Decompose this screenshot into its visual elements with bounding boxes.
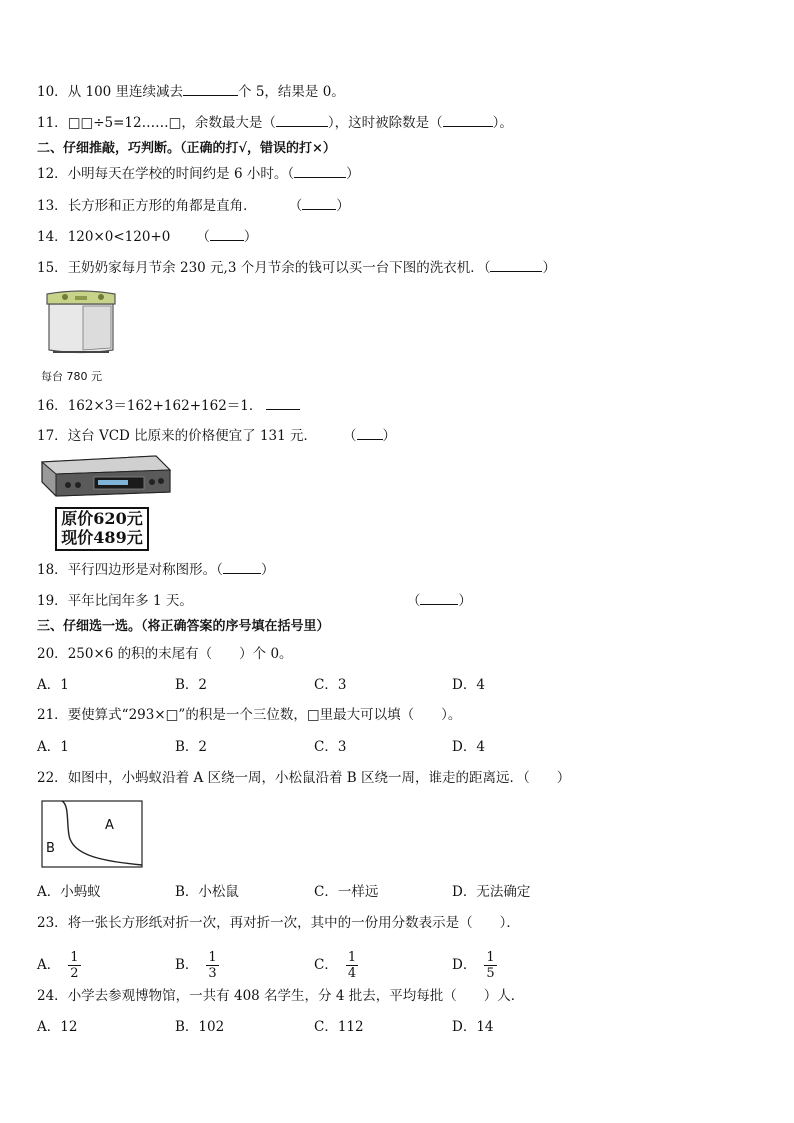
option-a[interactable]: A．1: [37, 677, 69, 693]
option-d[interactable]: D．14: [452, 1019, 494, 1035]
answer-blank[interactable]: [490, 259, 542, 272]
section-heading: 二、仔细推敲，巧判断。（正确的打√，错误的打×）: [37, 141, 336, 156]
question-text: 120×0<120+0: [67, 229, 171, 245]
washing-machine-image: [43, 288, 119, 356]
question-number: 11．: [37, 115, 68, 131]
fraction: $\frac{1}{4}$: [347, 950, 357, 981]
question-12: [37, 165, 360, 183]
option-d[interactable]: D． $\frac{1}{5}$: [452, 950, 495, 981]
question-text: 250×6 的积的末尾有（ ）个 0。: [67, 646, 293, 662]
option-a[interactable]: A．小蚂蚁: [37, 884, 101, 900]
question-24: [37, 987, 524, 1005]
answer-blank[interactable]: [420, 592, 458, 605]
paren-close: ）: [336, 198, 350, 214]
question-number: 18．: [37, 562, 68, 578]
question-text: 从 100 里连续减去: [67, 84, 184, 100]
option-a[interactable]: A．12: [37, 1019, 78, 1035]
question-text: 要使算式“293×□”的积是一个三位数，□里最大可以填（ ）。: [67, 707, 462, 723]
vcd-player-image: [38, 452, 172, 498]
answer-blank[interactable]: [183, 83, 238, 96]
question-text: ），这时被除数是（: [327, 115, 443, 131]
question-23: [37, 914, 520, 932]
options-24: [37, 1018, 557, 1038]
paren-close: ）: [382, 428, 397, 444]
fraction: $\frac{1}{3}$: [208, 950, 217, 981]
question-text: 如图中，小蚂蚁沿着 A 区绕一周，小松鼠沿着 B 区绕一周，谁走的距离远．（ ）: [67, 770, 571, 786]
paren-open: （: [288, 198, 303, 214]
option-c[interactable]: C．3: [314, 739, 347, 755]
paren-open: （: [343, 428, 357, 444]
answer-blank[interactable]: [223, 561, 261, 574]
region-diagram: [40, 799, 146, 871]
question-text: 长方形和正方形的角都是直角．: [67, 198, 257, 214]
question-22: [37, 769, 570, 787]
question-text: ）。: [492, 115, 513, 131]
question-text: 个 5，结果是 0。: [238, 84, 345, 100]
question-number: 22．: [37, 770, 68, 786]
original-price: 原价620元: [61, 509, 143, 528]
question-text: 平行四边形是对称图形。（: [67, 562, 223, 578]
paren-open: （: [406, 593, 421, 609]
question-15: [37, 259, 556, 277]
answer-blank[interactable]: [294, 165, 346, 178]
answer-blank[interactable]: [276, 114, 328, 127]
option-c[interactable]: C． $\frac{1}{4}$: [314, 950, 357, 981]
question-17: [37, 427, 396, 445]
question-number: 21．: [37, 707, 68, 723]
question-number: 12．: [37, 166, 68, 182]
question-11: [37, 114, 513, 132]
option-b[interactable]: B．小松鼠: [175, 884, 239, 900]
question-number: 19．: [37, 593, 68, 609]
option-d[interactable]: D．无法确定: [452, 884, 531, 900]
washer-price-caption: 每台 780 元: [41, 370, 102, 383]
answer-blank[interactable]: [357, 427, 383, 440]
option-c[interactable]: C．3: [314, 677, 347, 693]
question-number: 15．: [37, 260, 68, 276]
answer-blank[interactable]: [210, 228, 244, 241]
question-text: □□÷5=12……□，余数最大是（: [67, 115, 276, 131]
options-23: [37, 940, 557, 981]
option-d[interactable]: D．4: [452, 677, 485, 693]
question-number: 16．: [37, 398, 68, 414]
question-10: [37, 83, 345, 101]
question-16: [37, 397, 300, 415]
question-number: 13．: [37, 198, 68, 214]
paren-close: ）: [458, 593, 472, 609]
options-20: [37, 676, 557, 696]
region-b-label: B: [46, 841, 55, 856]
region-a-label: A: [105, 818, 114, 833]
option-c[interactable]: C．一样远: [314, 884, 379, 900]
paren-close: ）: [243, 229, 258, 245]
option-d[interactable]: D．4: [452, 739, 485, 755]
question-19: [37, 592, 472, 610]
current-price: 现价489元: [61, 528, 143, 547]
question-21: [37, 706, 461, 724]
answer-blank[interactable]: [302, 197, 336, 210]
vcd-price-box: [55, 507, 149, 551]
question-number: 20．: [37, 646, 68, 662]
question-14: [37, 228, 257, 246]
option-b[interactable]: B．2: [175, 739, 208, 755]
paren-close: ）: [260, 562, 275, 578]
options-21: [37, 738, 557, 758]
question-number: 17．: [37, 428, 68, 444]
question-20: [37, 645, 293, 663]
option-c[interactable]: C．112: [314, 1019, 364, 1035]
question-text: 将一张长方形纸对折一次，再对折一次，其中的一份用分数表示是（ ）．: [67, 915, 520, 931]
question-13: [37, 197, 350, 215]
question-text: 平年比闰年多 1 天。: [67, 593, 193, 609]
question-number: 24．: [37, 988, 68, 1004]
paren-open: （: [196, 229, 210, 245]
question-number: 10．: [37, 84, 68, 100]
question-number: 23．: [37, 915, 68, 931]
option-b[interactable]: B． $\frac{1}{3}$: [175, 950, 217, 981]
answer-blank[interactable]: [443, 114, 493, 127]
section-heading: 三、仔细选一选。（将正确答案的序号填在括号里）: [37, 619, 330, 634]
option-a[interactable]: A．1: [37, 739, 69, 755]
question-text: 小学去参观博物馆，一共有 408 名学生，分 4 批去，平均每批（ ）人．: [67, 988, 525, 1004]
option-b[interactable]: B．102: [175, 1019, 225, 1035]
option-b[interactable]: B．2: [175, 677, 208, 693]
question-number: 14．: [37, 229, 68, 245]
paren-close: ）: [346, 166, 360, 182]
question-text: 王奶奶家每月节余 230 元,3 个月节余的钱可以买一台下图的洗衣机．（: [67, 260, 491, 276]
question-text: 这台 VCD 比原来的价格便宜了 131 元．: [67, 428, 318, 444]
fraction: $\frac{1}{5}$: [486, 950, 495, 981]
answer-blank[interactable]: [266, 397, 300, 410]
question-text: 小明每天在学校的时间约是 6 小时。（: [67, 166, 295, 182]
option-a[interactable]: A． $\frac{1}{2}$: [37, 950, 79, 981]
fraction: $\frac{1}{2}$: [70, 950, 79, 981]
question-text: 162×3＝162+162+162＝1．: [67, 398, 263, 414]
options-22: [37, 883, 557, 903]
paren-close: ）: [542, 260, 556, 276]
question-18: [37, 561, 274, 579]
